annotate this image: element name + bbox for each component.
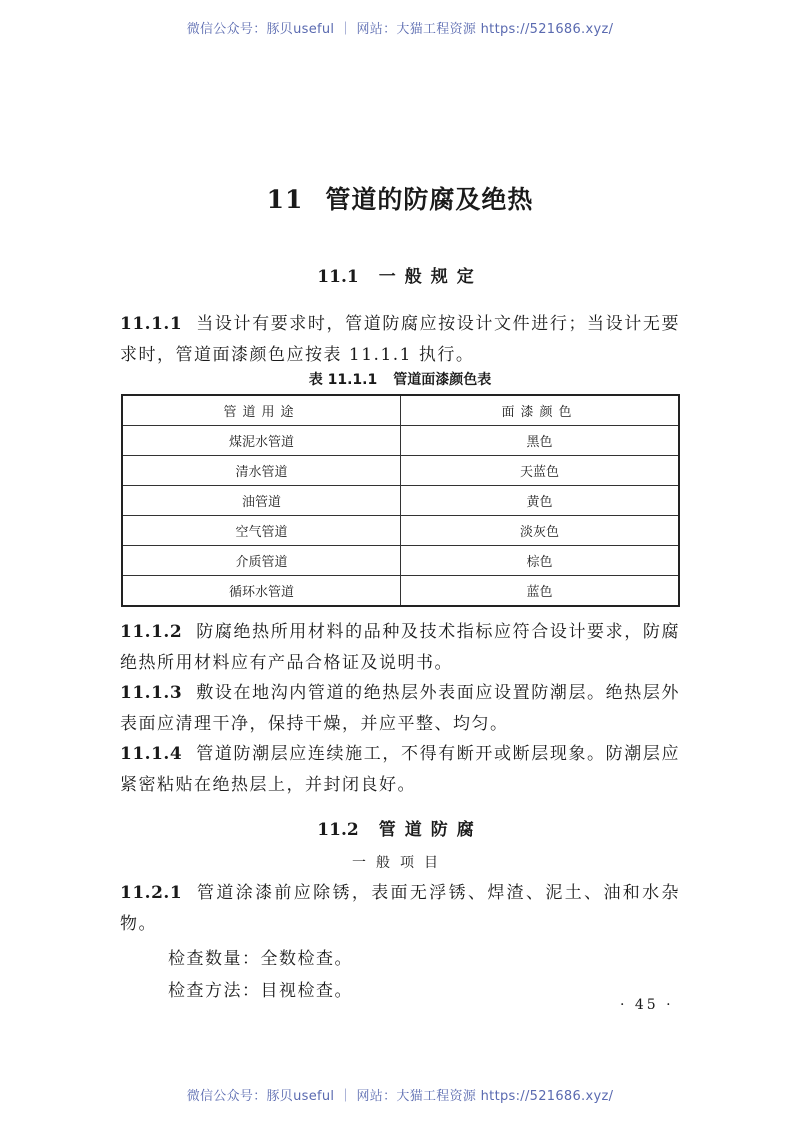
paint-color-cell: 黄色 xyxy=(401,486,680,516)
table-caption-number: 表 11.1.1 xyxy=(308,372,378,388)
clause-number: 11.1.2 xyxy=(120,622,183,642)
section-title-text: 管道防腐 xyxy=(378,820,483,840)
section-title-text: 一般规定 xyxy=(378,267,483,287)
pipe-usage-cell: 空气管道 xyxy=(122,516,401,546)
clause-11-1-1 xyxy=(120,309,680,371)
section-title-11-2 xyxy=(0,815,800,840)
clause-text: 管道涂漆前应除锈，表面无浮锈、焊渣、泥土、油和水杂物。 xyxy=(120,883,680,934)
clause-number: 11.1.4 xyxy=(120,744,183,764)
paint-color-cell: 天蓝色 xyxy=(401,456,680,486)
section-number: 11.1 xyxy=(317,267,359,287)
table-row xyxy=(122,576,679,607)
table-header-row xyxy=(122,395,679,426)
table-caption-title: 管道面漆颜色表 xyxy=(393,372,492,388)
clause-number: 11.2.1 xyxy=(120,883,183,903)
clause-number: 11.1.3 xyxy=(120,683,183,703)
paint-color-cell: 棕色 xyxy=(401,546,680,576)
clause-number: 11.1.1 xyxy=(120,314,183,334)
pipe-usage-cell: 介质管道 xyxy=(122,546,401,576)
section-title-11-1 xyxy=(0,262,800,287)
chapter-title xyxy=(0,180,800,216)
paint-color-cell: 蓝色 xyxy=(401,576,680,607)
paint-color-table xyxy=(121,394,680,607)
table-row xyxy=(122,546,679,576)
clause-text: 管道防潮层应连续施工，不得有断开或断层现象。防潮层应紧密粘贴在绝热层上，并封闭良好。 xyxy=(120,744,680,795)
clause-text: 防腐绝热所用材料的品种及技术指标应符合设计要求，防腐绝热所用材料应有产品合格证及说明书。 xyxy=(120,622,680,673)
table-row xyxy=(122,426,679,456)
clause-11-2-1 xyxy=(120,878,680,940)
watermark-top: 微信公众号：豚贝useful ｜ 网站：大猫工程资源 https://521686.xyz/ xyxy=(186,22,614,37)
clause-text: 敷设在地沟内管道的绝热层外表面应设置防潮层。绝热层外表面应清理干净，保持干燥，并应平整、均匀。 xyxy=(120,683,680,734)
chapter-number: 11 xyxy=(266,185,304,214)
table-row xyxy=(122,486,679,516)
table-caption xyxy=(0,369,800,389)
inspection-method: 检查方法：目视检查。 xyxy=(168,981,353,1001)
clause-11-1-3 xyxy=(120,678,680,740)
table-row xyxy=(122,456,679,486)
clause-text: 当设计有要求时，管道防腐应按设计文件进行；当设计无要求时，管道面漆颜色应按表 11.1.1 执行。 xyxy=(120,314,680,365)
pipe-usage-cell: 清水管道 xyxy=(122,456,401,486)
section-number: 11.2 xyxy=(317,820,359,840)
clause-11-1-4 xyxy=(120,739,680,801)
pipe-usage-cell: 煤泥水管道 xyxy=(122,426,401,456)
header-paint-color: 面漆颜色 xyxy=(401,395,680,426)
table-row xyxy=(122,516,679,546)
subheading-general-items: 一般项目 xyxy=(352,855,448,871)
chapter-title-text: 管道的防腐及绝热 xyxy=(325,185,534,214)
pipe-usage-cell: 循环水管道 xyxy=(122,576,401,607)
paint-color-cell: 黑色 xyxy=(401,426,680,456)
pipe-usage-cell: 油管道 xyxy=(122,486,401,516)
watermark-bottom: 微信公众号：豚贝useful ｜ 网站：大猫工程资源 https://521686.xyz/ xyxy=(186,1089,614,1104)
header-pipe-usage: 管道用途 xyxy=(122,395,401,426)
page-number: · 45 · xyxy=(620,997,674,1013)
clause-11-1-2 xyxy=(120,617,680,679)
paint-color-cell: 淡灰色 xyxy=(401,516,680,546)
inspection-quantity: 检查数量：全数检查。 xyxy=(168,949,353,969)
